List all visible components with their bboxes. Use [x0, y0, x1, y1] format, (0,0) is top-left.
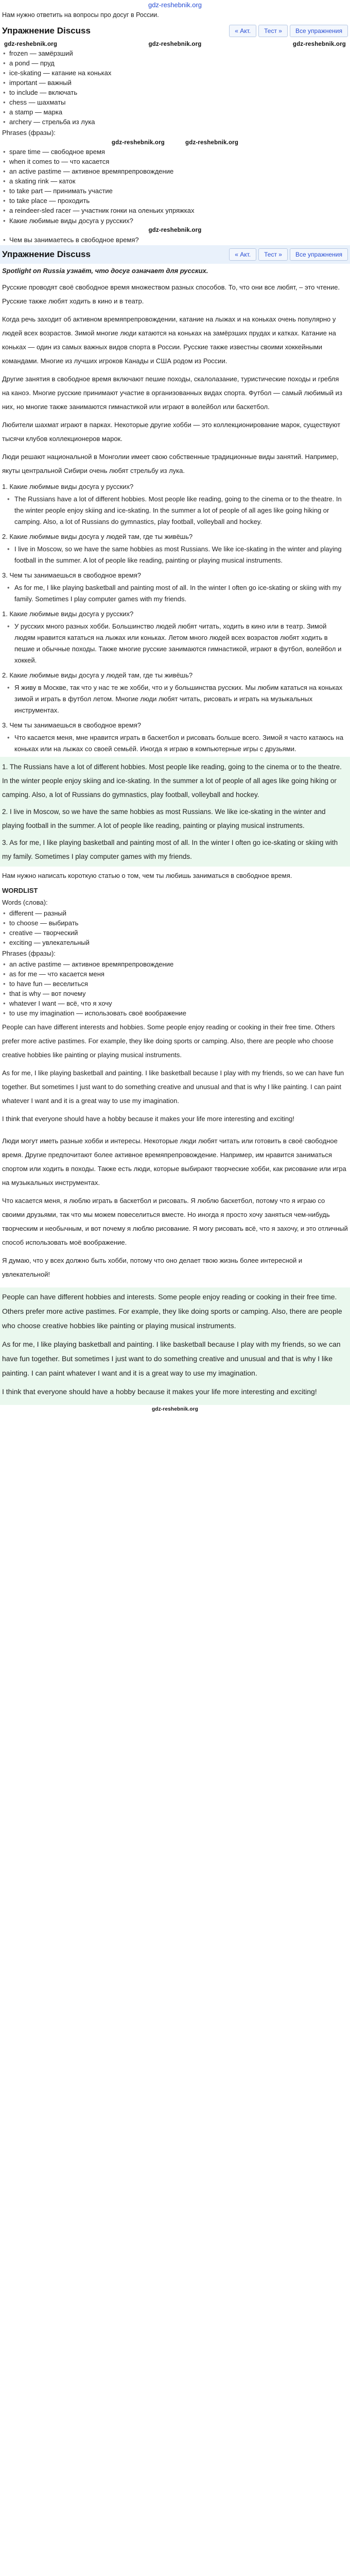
watermark-row	[0, 1405, 350, 1413]
list-item: • frozen — замёрзший	[2, 48, 350, 58]
paragraph: Люди решают национальной в Монголии имеет свою собственные традиционные виды занятий. Например, якуты центральной Сибири очень любят стрельбу из лука.	[2, 453, 339, 474]
question: • Какие любимые виды досуга у русских?	[0, 215, 350, 226]
phrases-label: Phrases (фразы):	[2, 950, 56, 957]
list-item: • a skating rink — каток	[2, 176, 350, 186]
all-exercises-button[interactable]: Все упражнения	[290, 25, 348, 37]
list-item: • a reindeer-sled racer — участник гонки на оленьих упряжках	[2, 206, 350, 215]
vocab-list-2	[0, 908, 350, 947]
watermark-row	[0, 139, 350, 147]
watermark-row	[0, 226, 350, 234]
answer-text: • The Russians have a lot of different hobbies. Most people like reading, going to the cinema or to the theatre. In the winter people enjoy skiing and ice-skating. In the summer a lot of people of all ages like going hiking or camping. Also, a lot of Russians do gymnastics, play football, volleyball and hockey.	[0, 492, 350, 530]
vocab-list-1	[0, 48, 350, 127]
section-header-2	[0, 245, 350, 264]
summary-paragraph: 1. The Russians have a lot of different hobbies. Most people like reading, going to the cinema or to the theatre. In the winter people enjoy skiing and ice-skating. In the summer a lot of people of all ages like going hiking or camping. Also, a lot of Russians do gymnastics, play football, volleyball and hockey.	[2, 763, 342, 799]
wordlist-label: WORDLIST	[2, 887, 38, 894]
list-item: • to use my imagination — использовать своё воображение	[2, 1008, 350, 1018]
all-exercises-button[interactable]: Все упражнения	[290, 248, 348, 261]
list-item: • a pond — пруд	[2, 58, 350, 68]
list-item: • to take part — принимать участие	[2, 186, 350, 196]
summary-paragraph: 3. As for me, I like playing basketball and painting most of all. In the winter I often go ice-skating or skiing with my family. Sometimes I play computer games with my friends.	[2, 839, 338, 860]
question-heading: 2. Какие любимые виды досуга у людей там, где ты живёшь?	[2, 533, 193, 540]
answer-translation: • Что касается меня, мне нравится играть в баскетбол и рисовать больше всего. Зимой я часто катаюсь на коньках или на лыжах со своей семьёй. Иногда я играю в компьютерные игры с друзьями.	[0, 730, 350, 757]
paragraph: Любители шахмат играют в парках. Некоторые другие хобби — это коллекционирование марок, существуют тысячи клубов коллекционеров марок.	[2, 421, 341, 443]
essay-final	[0, 1287, 350, 1405]
task-note: Нам нужно написать короткую статью о том, чем ты любишь заниматься в свободное время.	[2, 872, 292, 879]
watermark: gdz-reshebnik.org	[111, 140, 165, 146]
essay-paragraph: Я думаю, что у всех должно быть хобби, потому что оно делает твою жизнь более интересной и увлекательной!	[2, 1257, 303, 1278]
watermark: gdz-reshebnik.org	[148, 227, 202, 233]
answer-translation: • Я живу в Москве, так что у нас те же хобби, что и у большинства русских. Мы любим кататься на коньках зимой и играть в футбол летом. Многие люди любят читать, рисовать и играть на музыкальных инструментах.	[0, 680, 350, 718]
watermark: gdz-reshebnik.org	[151, 1406, 199, 1412]
spotlight-intro: Spotlight on Russia узнаёт, что досуг означает для русских.	[2, 267, 208, 275]
list-item: • whatever I want — всё, что я хочу	[2, 998, 350, 1008]
summary-paragraph: 2. I live in Moscow, so we have the same hobbies as most Russians. We like ice-skating in the winter and playing football in the summer. A lot of people like reading, painting or playing musical instruments.	[2, 808, 326, 829]
list-item: • as for me — что касается меня	[2, 969, 350, 979]
essay-paragraph: As for me, I like playing basketball and painting. I like basketball because I play with my friends, so we can have fun together. But sometimes I just want to do something creative and unusual and that is why I like painting. I can paint whatever I want and it is a great way to use my imagination.	[2, 1340, 341, 1377]
list-item: • exciting — увлекательный	[2, 938, 350, 947]
watermark: gdz-reshebnik.org	[4, 41, 58, 47]
list-item: • different — разный	[2, 908, 350, 918]
list-item: • chess — шахматы	[2, 97, 350, 107]
prev-button[interactable]: « Акт.	[229, 248, 256, 261]
essay-paragraph: People can have different interests and hobbies. Some people enjoy reading or cooking in their free time. Others prefer more active pastimes. For example, they like doing sports or camping. Also, there are people who choose creative hobbies like painting or playing musical instruments.	[2, 1023, 335, 1059]
list-item: • an active pastime — активное времяпрепровождение	[2, 959, 350, 969]
watermark: gdz-reshebnik.org	[185, 140, 239, 146]
essay-paragraph: I think that everyone should have a hobby because it makes your life more interesting and exciting!	[2, 1115, 294, 1123]
list-item: • to choose — выбирать	[2, 918, 350, 928]
list-item: • that is why — вот почему	[2, 989, 350, 998]
list-item: • a stamp — марка	[2, 107, 350, 117]
question: • Чем вы занимаетесь в свободное время?	[0, 234, 350, 245]
phrases-list-2	[0, 959, 350, 1018]
list-item: • ice-skating — катание на коньках	[2, 68, 350, 78]
footer-space	[0, 1413, 350, 1423]
section-title: Упражнение Discuss	[2, 26, 91, 36]
question-heading: 3. Чем ты занимаешься в свободное время?	[2, 571, 141, 579]
essay-paragraph: I think that everyone should have a hobby because it makes your life more interesting and exciting!	[2, 1387, 317, 1396]
exercise-nav	[229, 248, 348, 261]
essay-paragraph: People can have different hobbies and interests. Some people enjoy reading or cooking in their free time. Others prefer more active pastimes. For example, they like doing sports or camping. Also, there are people who choose creative hobbies like painting or playing musical instruments.	[2, 1293, 342, 1330]
essay-paragraph: As for me, I like playing basketball and painting. I like basketball because I play with my friends, so we can have fun together. But sometimes I just want to do something creative and unusual and that is why I like painting. I can paint whatever I want and it is a great way to use my imagination.	[2, 1069, 344, 1105]
list-item: • when it comes to — что касается	[2, 157, 350, 166]
list-item: • creative — творческий	[2, 928, 350, 938]
essay-paragraph: Люди могут иметь разные хобби и интересы. Некоторые люди любят читать или готовить в своё свободное время. Другие предпочитают более активное времяпрепровождение. Например, им нравится заниматься спортом или ходить в походы. Также есть люди, которые выбирают творческие хобби, как рисование или игра на музыкальных инструментах.	[2, 1137, 346, 1187]
answer-text: • As for me, I like playing basketball and painting most of all. In the winter I often go ice-skating or skiing with my family. Sometimes I play computer games with my friends.	[0, 580, 350, 607]
phrases-list-1	[0, 147, 350, 215]
next-button[interactable]: Тест »	[258, 248, 288, 261]
prev-button[interactable]: « Акт.	[229, 25, 256, 37]
watermark: gdz-reshebnik.org	[292, 41, 346, 47]
list-item: • to take place — проходить	[2, 196, 350, 206]
question-heading: 2. Какие любимые виды досуга у людей там, где ты живёшь?	[2, 671, 193, 679]
watermark: gdz-reshebnik.org	[148, 41, 202, 47]
intro-text: Нам нужно ответить на вопросы про досуг в России.	[2, 11, 159, 19]
watermark-row	[0, 40, 350, 48]
words-label: Words (слова):	[2, 899, 48, 906]
site-domain[interactable]: gdz-reshebnik.org	[148, 1, 202, 9]
list-item: • archery — стрельба из лука	[2, 117, 350, 127]
list-item: • an active pastime — активное времяпрепровождение	[2, 166, 350, 176]
list-item: • to have fun — веселиться	[2, 979, 350, 989]
list-item: • important — важный	[2, 78, 350, 88]
question-heading: 1. Какие любимые виды досуга у русских?	[2, 483, 134, 490]
paragraph: Другие занятия в свободное время включают пешие походы, скалолазание, туристические походы и гребля на каноэ. Многие русские принимают участие в организованных видах спорта. Футбол — самый любимый из них, но многие также занимаются гимнастикой или играют в волейбол или баскетбол.	[2, 375, 342, 411]
essay-paragraph: Что касается меня, я люблю играть в баскетбол и рисовать. Я люблю баскетбол, потому что я играю со своими друзьями, так что мы можем повеселиться вместе. Но иногда я просто хочу заняться чем-нибудь творческим и необычным, и вот почему я люблю рисование. Я могу рисовать всё, что я захочу, и это отличный способ использовать моё воображение.	[2, 1197, 348, 1246]
exercise-nav	[229, 25, 348, 37]
answer-translation: • У русских много разных хобби. Большинство людей любят читать, ходить в кино или в театр. Зимой людям нравится кататься на лыжах или коньках. Летом много людей всех возрастов любят ходить в пешие и обычные походы. Также многие русские занимаются гимнастикой, играют в футбол, волейбол и хоккей.	[0, 619, 350, 668]
essay-russian	[0, 1132, 350, 1287]
essay-english	[0, 1018, 350, 1132]
question-heading: 1. Какие любимые виды досуга у русских?	[2, 610, 134, 618]
question-heading: 3. Чем ты занимаешься в свободное время?	[2, 721, 141, 729]
section-title: Упражнение Discuss	[2, 249, 91, 259]
paragraph: Когда речь заходит об активном времяпрепровождении, катание на лыжах и на коньках очень популярно у людей всех возрастов. Зимой многие люди катаются на коньках на замёрзших прудах и катках. Катание на коньках — один из самых важных видов спорта в России. Русские также известны своими хоккейными командами. Многие из лучших игроков Канады и США родом из России.	[2, 315, 336, 365]
paragraph: Русские проводят своё свободное время множеством разных способов. То, что они все любят, – это чтение. Русские также любят ходить в кино и в театр.	[2, 283, 340, 305]
next-button[interactable]: Тест »	[258, 25, 288, 37]
answer-text: • I live in Moscow, so we have the same hobbies as most Russians. We like ice-skating in the winter and playing football in the summer. A lot of people like reading, painting or playing musical instruments.	[0, 541, 350, 568]
section-header-1	[0, 22, 350, 40]
answer-summary	[0, 757, 350, 867]
phrases-label: Phrases (фразы):	[2, 129, 56, 137]
list-item: • spare time — свободное время	[2, 147, 350, 157]
list-item: • to include — включать	[2, 88, 350, 97]
